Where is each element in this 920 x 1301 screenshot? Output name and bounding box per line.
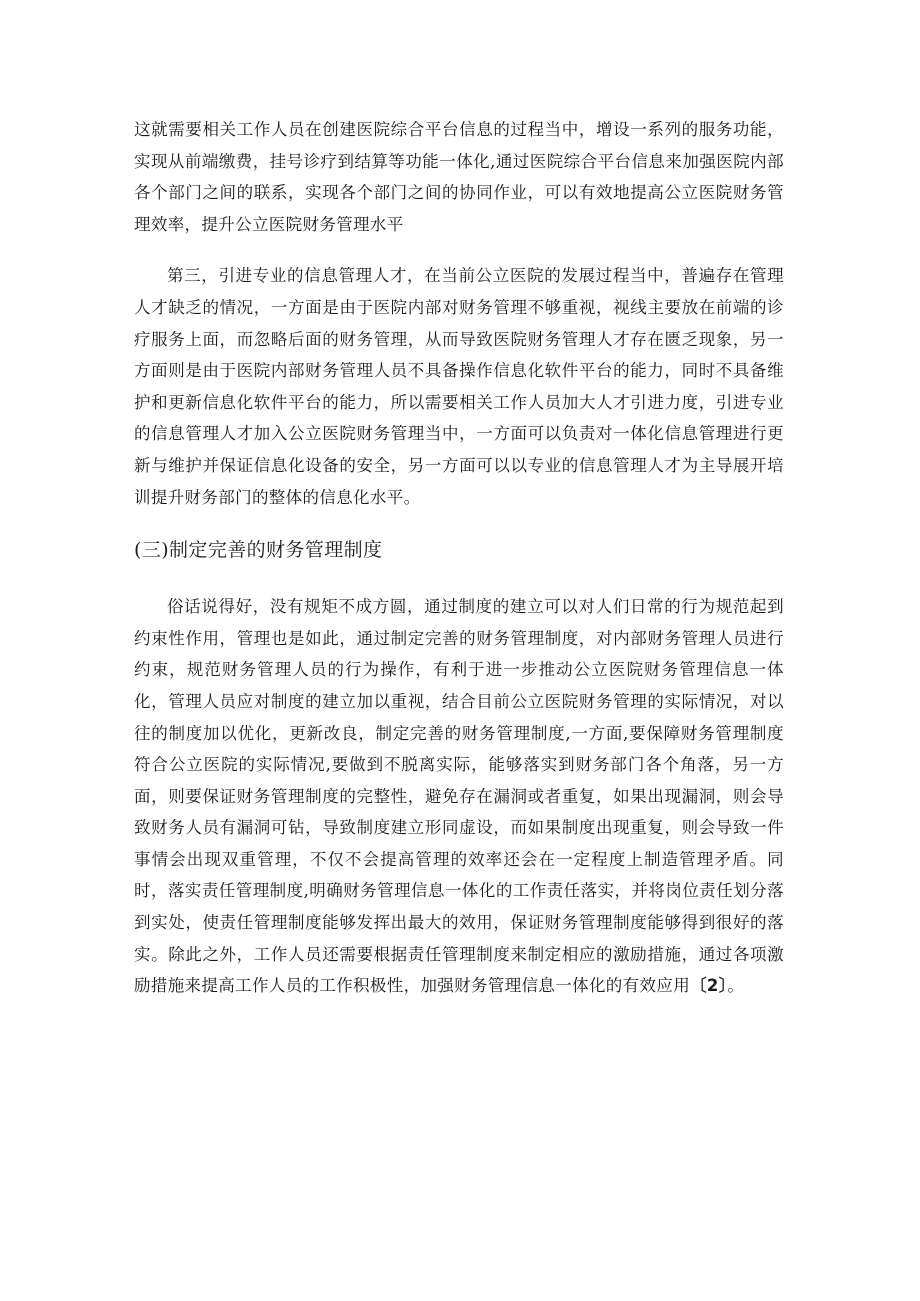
- citation-reference[interactable]: 〔2〕: [690, 976, 728, 996]
- paragraph-body-text: 俗话说得好，没有规矩不成方圆，通过制度的建立可以对人们日常的行为规范起到约束性作用，管理也是如此，通过制定完善的财务管理制度，对内部财务管理人员进行约束，规范财务管理人员的行为操作，有利于进一步推动公立医院财务管理信息一体化，管理人员应对制度的建立加以重视，结合目前公立医院财务管理的实际情况，对以往的制度加以优化，更新改良，制定完善的财务管理制度,一方面,要保障财务管理制度符合公立医院的实际情况,要做到不脱离实际，能够落实到财务部门各个角落，另一方面，则要保证财务管理制度的完整性，避免存在漏洞或者重复，如果出现漏洞，则会导致财务人员有漏洞可钻，导致制度建立形同虚设，而如果制度出现重复，则会导致一件事情会出现双重管理，不仅不会提高管理的效率还会在一定程度上制造管理矛盾。同时，落实责任管理制度,明确财务管理信息一体化的工作责任落实，并将岗位责任划分落到实处，使责任管理制度能够发挥出最大的效用，保证财务管理制度能够得到很好的落实。除此之外，工作人员还需要根据责任管理制度来制定相应的激励措施，通过各项激励措施来提高工作人员的工作积极性，加强财务管理信息一体化的有效应用: [134, 597, 784, 996]
- paragraph-talent-recruitment: 第三，引进专业的信息管理人才，在当前公立医院的发展过程当中，普遍存在管理人才缺乏的情况，一方面是由于医院内部对财务管理不够重视，视线主要放在前端的诊疗服务上面，而忽略后面的财务管理，从而导致医院财务管理人才存在匮乏现象，另一方面则是由于医院内部财务管理人员不具备操作信息化软件平台的能力，同时不具备维护和更新信息化软件平台的能力，所以需要相关工作人员加大人才引进力度，引进专业的信息管理人才加入公立医院财务管理当中，一方面可以负责对一体化信息管理进行更新与维护并保证信息化设备的安全，另一方面可以以专业的信息管理人才为主导展开培训提升财务部门的整体的信息化水平。: [134, 266, 784, 507]
- paragraph-management-system: [134, 591, 784, 1002]
- document-page: [134, 114, 784, 1002]
- section-heading: (三)制定完善的财务管理制度: [134, 539, 383, 562]
- paragraph-end-punctuation: 。: [727, 976, 745, 996]
- paragraph-platform-integration: 这就需要相关工作人员在创建医院综合平台信息的过程当中，增设一系列的服务功能，实现从前端缴费，挂号诊疗到结算等功能一体化,通过医院综合平台信息来加强医院内部各个部门之间的联系，实现各个部门之间的协同作业，可以有效地提高公立医院财务管理效率，提升公立医院财务管理水平: [134, 120, 784, 234]
